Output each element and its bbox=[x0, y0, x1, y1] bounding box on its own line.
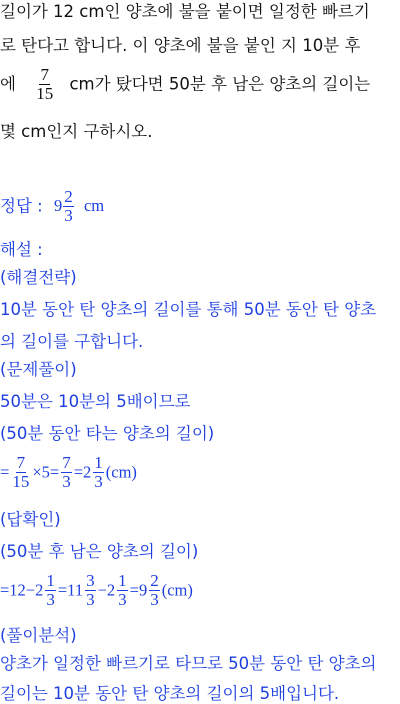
fraction-numerator: 1 bbox=[118, 571, 127, 590]
strategy-title: (해결전략) bbox=[0, 268, 77, 287]
fraction-denominator: 3 bbox=[86, 590, 95, 610]
fraction-numerator: 2 bbox=[64, 187, 73, 206]
eq2-fraction-4 bbox=[149, 572, 160, 610]
equation-1 bbox=[0, 454, 137, 492]
problem-line-3-after: cm가 탔다면 50분 후 남은 양초의 길이는 bbox=[69, 74, 371, 94]
problem-line-3 bbox=[0, 66, 370, 104]
eq1-multiply: ×5= bbox=[32, 462, 60, 482]
eq1-fraction-2 bbox=[61, 454, 72, 492]
analysis-title: (풀이분석) bbox=[0, 626, 77, 645]
explanation-heading: 해설 : bbox=[0, 240, 43, 259]
problem-line-2: 로 탄다고 합니다. 이 양초에 불을 붙인 지 10분 후 bbox=[0, 36, 361, 55]
fraction-denominator: 15 bbox=[12, 472, 30, 492]
fraction-denominator: 3 bbox=[118, 590, 127, 610]
solution-line-2: (50분 동안 타는 양초의 길이) bbox=[0, 424, 215, 443]
fraction-numerator: 1 bbox=[46, 571, 55, 590]
eq2-unit: (cm) bbox=[161, 580, 193, 600]
eq1-fraction-3 bbox=[93, 454, 104, 492]
answer-unit: cm bbox=[83, 196, 105, 216]
fraction-numerator: 7 bbox=[16, 453, 26, 472]
answer-label: 정답 : bbox=[0, 196, 43, 216]
fraction-denominator: 15 bbox=[36, 84, 54, 104]
fraction-denominator: 3 bbox=[46, 590, 55, 610]
solution-title: (문제풀이) bbox=[0, 360, 77, 379]
problem-line-3-before: 에 bbox=[0, 74, 16, 94]
problem-line-1: 길이가 12 cm인 양초에 불을 붙이면 일정한 빠르기 bbox=[0, 2, 370, 21]
analysis-line-1: 양초가 일정한 빠르기로 타므로 50분 동안 탄 양초의 bbox=[0, 654, 377, 673]
eq2-fraction-1 bbox=[45, 572, 56, 610]
eq2-mid-2: −2 bbox=[97, 580, 116, 600]
fraction-denominator: 3 bbox=[94, 472, 103, 492]
eq2-mid-1: =11 bbox=[57, 580, 84, 600]
eq2-start: =12−2 bbox=[0, 580, 44, 600]
eq1-unit: (cm) bbox=[105, 462, 137, 482]
fraction-7-15 bbox=[35, 66, 54, 104]
strategy-line-2: 의 길이를 구합니다. bbox=[0, 332, 144, 351]
fraction-numerator: 2 bbox=[150, 571, 159, 590]
fraction-numerator: 7 bbox=[62, 453, 71, 472]
eq2-fraction-2 bbox=[85, 572, 96, 610]
fraction-denominator: 3 bbox=[64, 206, 73, 226]
fraction-numerator: 3 bbox=[86, 571, 95, 590]
eq1-equals: = bbox=[0, 462, 10, 482]
eq2-mid-3: =9 bbox=[129, 580, 148, 600]
eq2-fraction-3 bbox=[117, 572, 128, 610]
check-line-1: (50분 후 남은 양초의 길이) bbox=[0, 542, 199, 561]
fraction-denominator: 3 bbox=[62, 472, 71, 492]
analysis-line-2: 길이는 10분 동안 탄 양초의 길이의 5배입니다. bbox=[0, 684, 340, 703]
check-title: (답확인) bbox=[0, 510, 61, 529]
equation-2 bbox=[0, 572, 193, 610]
strategy-line-1: 10분 동안 탄 양초의 길이를 통해 50분 동안 탄 양초 bbox=[0, 300, 377, 319]
fraction-denominator: 3 bbox=[150, 590, 159, 610]
eq1-equals-2: =2 bbox=[73, 462, 92, 482]
answer-fraction bbox=[63, 188, 74, 226]
problem-line-4: 몇 cm인지 구하시오. bbox=[0, 122, 153, 141]
fraction-numerator: 7 bbox=[40, 65, 49, 84]
eq1-fraction-1 bbox=[11, 454, 30, 492]
solution-line-1: 50분은 10분의 5배이므로 bbox=[0, 392, 191, 411]
answer-whole: 9 bbox=[53, 196, 63, 216]
fraction-numerator: 1 bbox=[94, 453, 103, 472]
answer-line bbox=[0, 188, 104, 226]
